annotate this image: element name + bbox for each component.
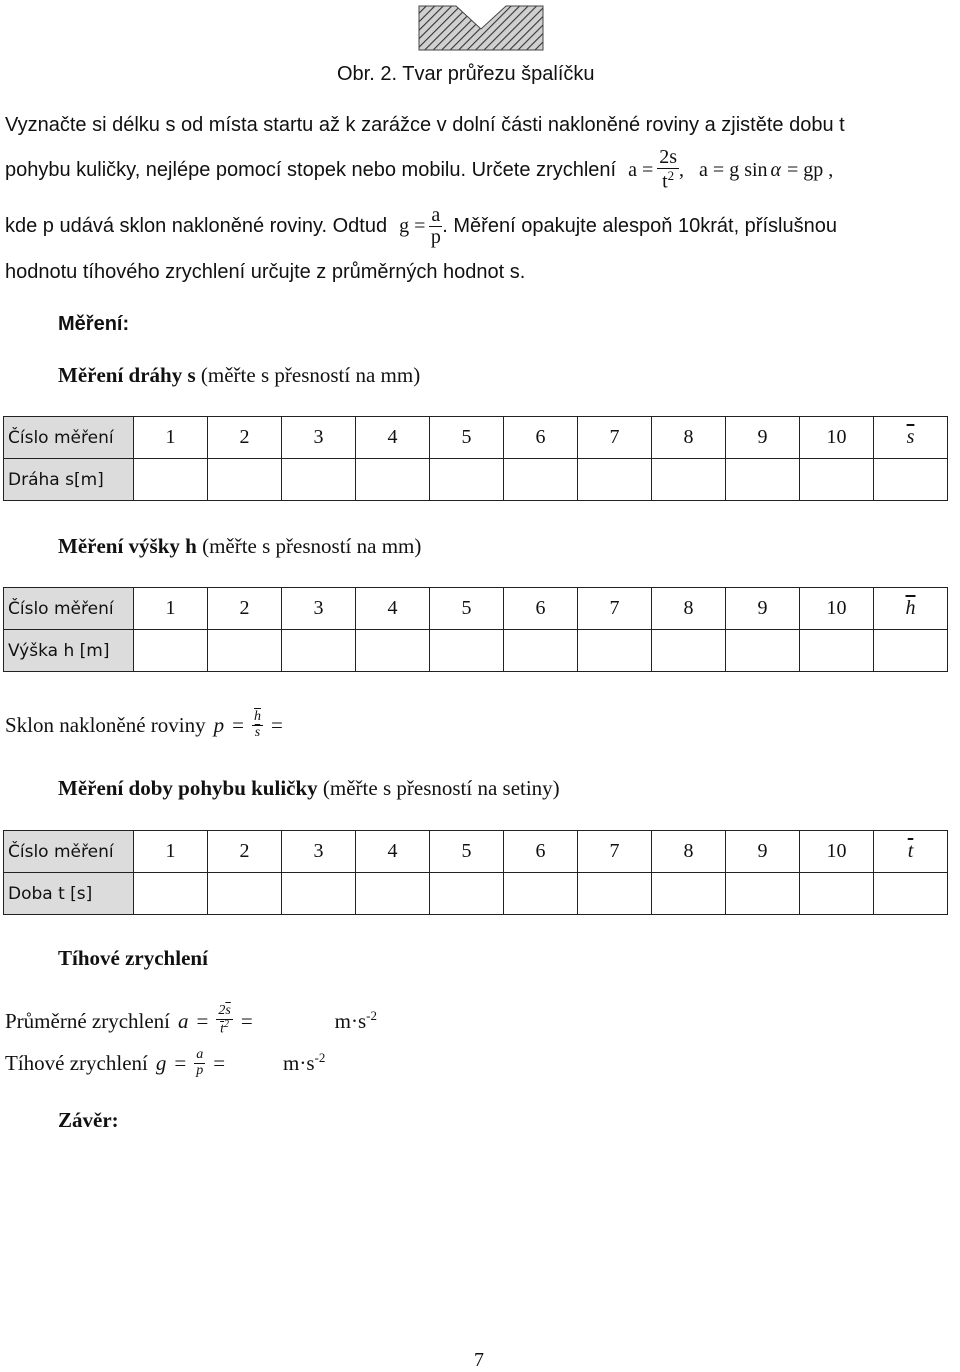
input-cell[interactable]: [282, 873, 356, 915]
input-cell[interactable]: [356, 630, 430, 672]
mean-cell[interactable]: [874, 459, 948, 501]
row-label: Výška h [m]: [4, 630, 134, 672]
measurement-number: 8: [652, 417, 726, 459]
measurement-number: 2: [208, 588, 282, 630]
section-title-time: Měření doby pohybu kuličky (měřte s přesností na setiny): [58, 776, 560, 800]
section-title-distance: Měření dráhy s (měřte s přesností na mm): [58, 363, 421, 387]
measurement-number: 8: [652, 588, 726, 630]
measurement-number: 3: [282, 831, 356, 873]
input-cell[interactable]: [800, 459, 874, 501]
input-cell[interactable]: [652, 873, 726, 915]
mean-symbol: $\overline{s}$: [874, 417, 948, 459]
mean-symbol: $\overline{t}$: [874, 831, 948, 873]
table-row: [4, 630, 948, 672]
average-acceleration-fraction: $\frac{2\overline{s}}{\overline{t}^2}$: [218, 1003, 231, 1037]
input-cell[interactable]: [504, 459, 578, 501]
intro-line-4: hodnotu tíhového zrychlení určujte z průměrných hodnot s.: [5, 261, 526, 283]
measurement-number: 6: [504, 417, 578, 459]
measurement-number: 9: [726, 417, 800, 459]
measurement-number: 4: [356, 831, 430, 873]
measurement-number: 8: [652, 831, 726, 873]
distance-table: [3, 416, 948, 501]
measurement-number: 9: [726, 588, 800, 630]
page-number: 7: [474, 1349, 484, 1371]
header-label: Číslo měření: [4, 588, 134, 630]
measurement-number: 7: [578, 417, 652, 459]
mean-cell[interactable]: [874, 630, 948, 672]
input-cell[interactable]: [134, 873, 208, 915]
slope-fraction: $\frac{\overline{h}}{s}$: [253, 708, 261, 740]
section-title-height: Měření výšky h (měřte s přesností na mm): [58, 534, 422, 558]
input-cell[interactable]: [430, 873, 504, 915]
row-label: Dráha s[m]: [4, 459, 134, 501]
gravity-acceleration-equation: Tíhové zrychlení g = $\frac{a}{p}$ = $m\cdot s^{-2}$: [5, 1046, 326, 1078]
gravity-fraction: $\frac{a}{p}$: [430, 203, 441, 248]
input-cell[interactable]: [430, 630, 504, 672]
measurement-number: 4: [356, 417, 430, 459]
acceleration-fraction: $\frac{2s}{t^2}$: [659, 146, 678, 193]
input-cell[interactable]: [208, 459, 282, 501]
input-cell[interactable]: [578, 630, 652, 672]
row-label: Doba t [s]: [4, 873, 134, 915]
measurement-number: 1: [134, 417, 208, 459]
input-cell[interactable]: [726, 630, 800, 672]
measurement-number: 7: [578, 588, 652, 630]
input-cell[interactable]: [356, 459, 430, 501]
input-cell[interactable]: [800, 630, 874, 672]
cross-section-figure: [418, 5, 544, 51]
measurement-number: 3: [282, 417, 356, 459]
measurement-number: 4: [356, 588, 430, 630]
measurement-number: 1: [134, 588, 208, 630]
input-cell[interactable]: [726, 873, 800, 915]
measurement-number: 10: [800, 588, 874, 630]
measurement-number: 7: [578, 831, 652, 873]
input-cell[interactable]: [800, 873, 874, 915]
measurement-number: 2: [208, 417, 282, 459]
measurement-number: 10: [800, 831, 874, 873]
header-label: Číslo měření: [4, 417, 134, 459]
input-cell[interactable]: [134, 630, 208, 672]
average-acceleration-equation: Průměrné zrychlení a = $\frac{2\overline{s}}{\overline{t}^2}$ = $m\cdot s^{-2}$: [5, 1003, 378, 1037]
input-cell[interactable]: [504, 630, 578, 672]
measurement-number: 5: [430, 588, 504, 630]
input-cell[interactable]: [726, 459, 800, 501]
gravity-acceleration-fraction: $\frac{a}{p}$: [196, 1046, 204, 1078]
measurement-number: 6: [504, 588, 578, 630]
input-cell[interactable]: [208, 873, 282, 915]
measurement-number: 5: [430, 417, 504, 459]
table-row: [4, 588, 948, 630]
measurement-number: 6: [504, 831, 578, 873]
measurement-number: 9: [726, 831, 800, 873]
input-cell[interactable]: [356, 873, 430, 915]
measurement-number: 1: [134, 831, 208, 873]
measurement-number: 2: [208, 831, 282, 873]
slope-equation: Sklon nakloněné roviny p = $\frac{\overline{h}}{s}$ =: [5, 708, 283, 740]
unit: $m\cdot s^{-2}$: [283, 1050, 326, 1075]
conclusion-heading: Závěr:: [58, 1108, 119, 1132]
mean-cell[interactable]: [874, 873, 948, 915]
intro-line-3: kde p udává sklon nakloněné roviny. Odtud g = $\frac{a}{p}$ . Měření opakujte alespoň 10krát, příslušnou: [5, 203, 837, 248]
intro-line-1: Vyznačte si délku s od místa startu až k zarážce v dolní části nakloněné roviny a zjistěte dobu t: [5, 114, 845, 136]
measurement-number: 10: [800, 417, 874, 459]
input-cell[interactable]: [578, 459, 652, 501]
intro-line-2: pohybu kuličky, nejlépe pomocí stopek nebo mobilu. Určete zrychlení a = $\frac{2s}{t^2}$ , a = g sin α = gp ,: [5, 146, 834, 193]
time-table: [3, 830, 948, 915]
header-label: Číslo měření: [4, 831, 134, 873]
mean-symbol: $\overline{h}$: [874, 588, 948, 630]
table-row: [4, 459, 948, 501]
gravity-heading: Tíhové zrychlení: [58, 946, 208, 970]
input-cell[interactable]: [282, 459, 356, 501]
table-row: [4, 873, 948, 915]
unit: $m\cdot s^{-2}$: [334, 1008, 378, 1033]
input-cell[interactable]: [652, 459, 726, 501]
input-cell[interactable]: [504, 873, 578, 915]
input-cell[interactable]: [134, 459, 208, 501]
figure-caption: Obr. 2. Tvar průřezu špalíčku: [337, 63, 595, 85]
input-cell[interactable]: [430, 459, 504, 501]
table-row: [4, 831, 948, 873]
measurement-number: 5: [430, 831, 504, 873]
input-cell[interactable]: [652, 630, 726, 672]
input-cell[interactable]: [282, 630, 356, 672]
table-row: [4, 417, 948, 459]
measurement-heading: Měření:: [58, 313, 130, 335]
height-table: [3, 587, 948, 672]
input-cell[interactable]: [578, 873, 652, 915]
measurement-number: 3: [282, 588, 356, 630]
input-cell[interactable]: [208, 630, 282, 672]
